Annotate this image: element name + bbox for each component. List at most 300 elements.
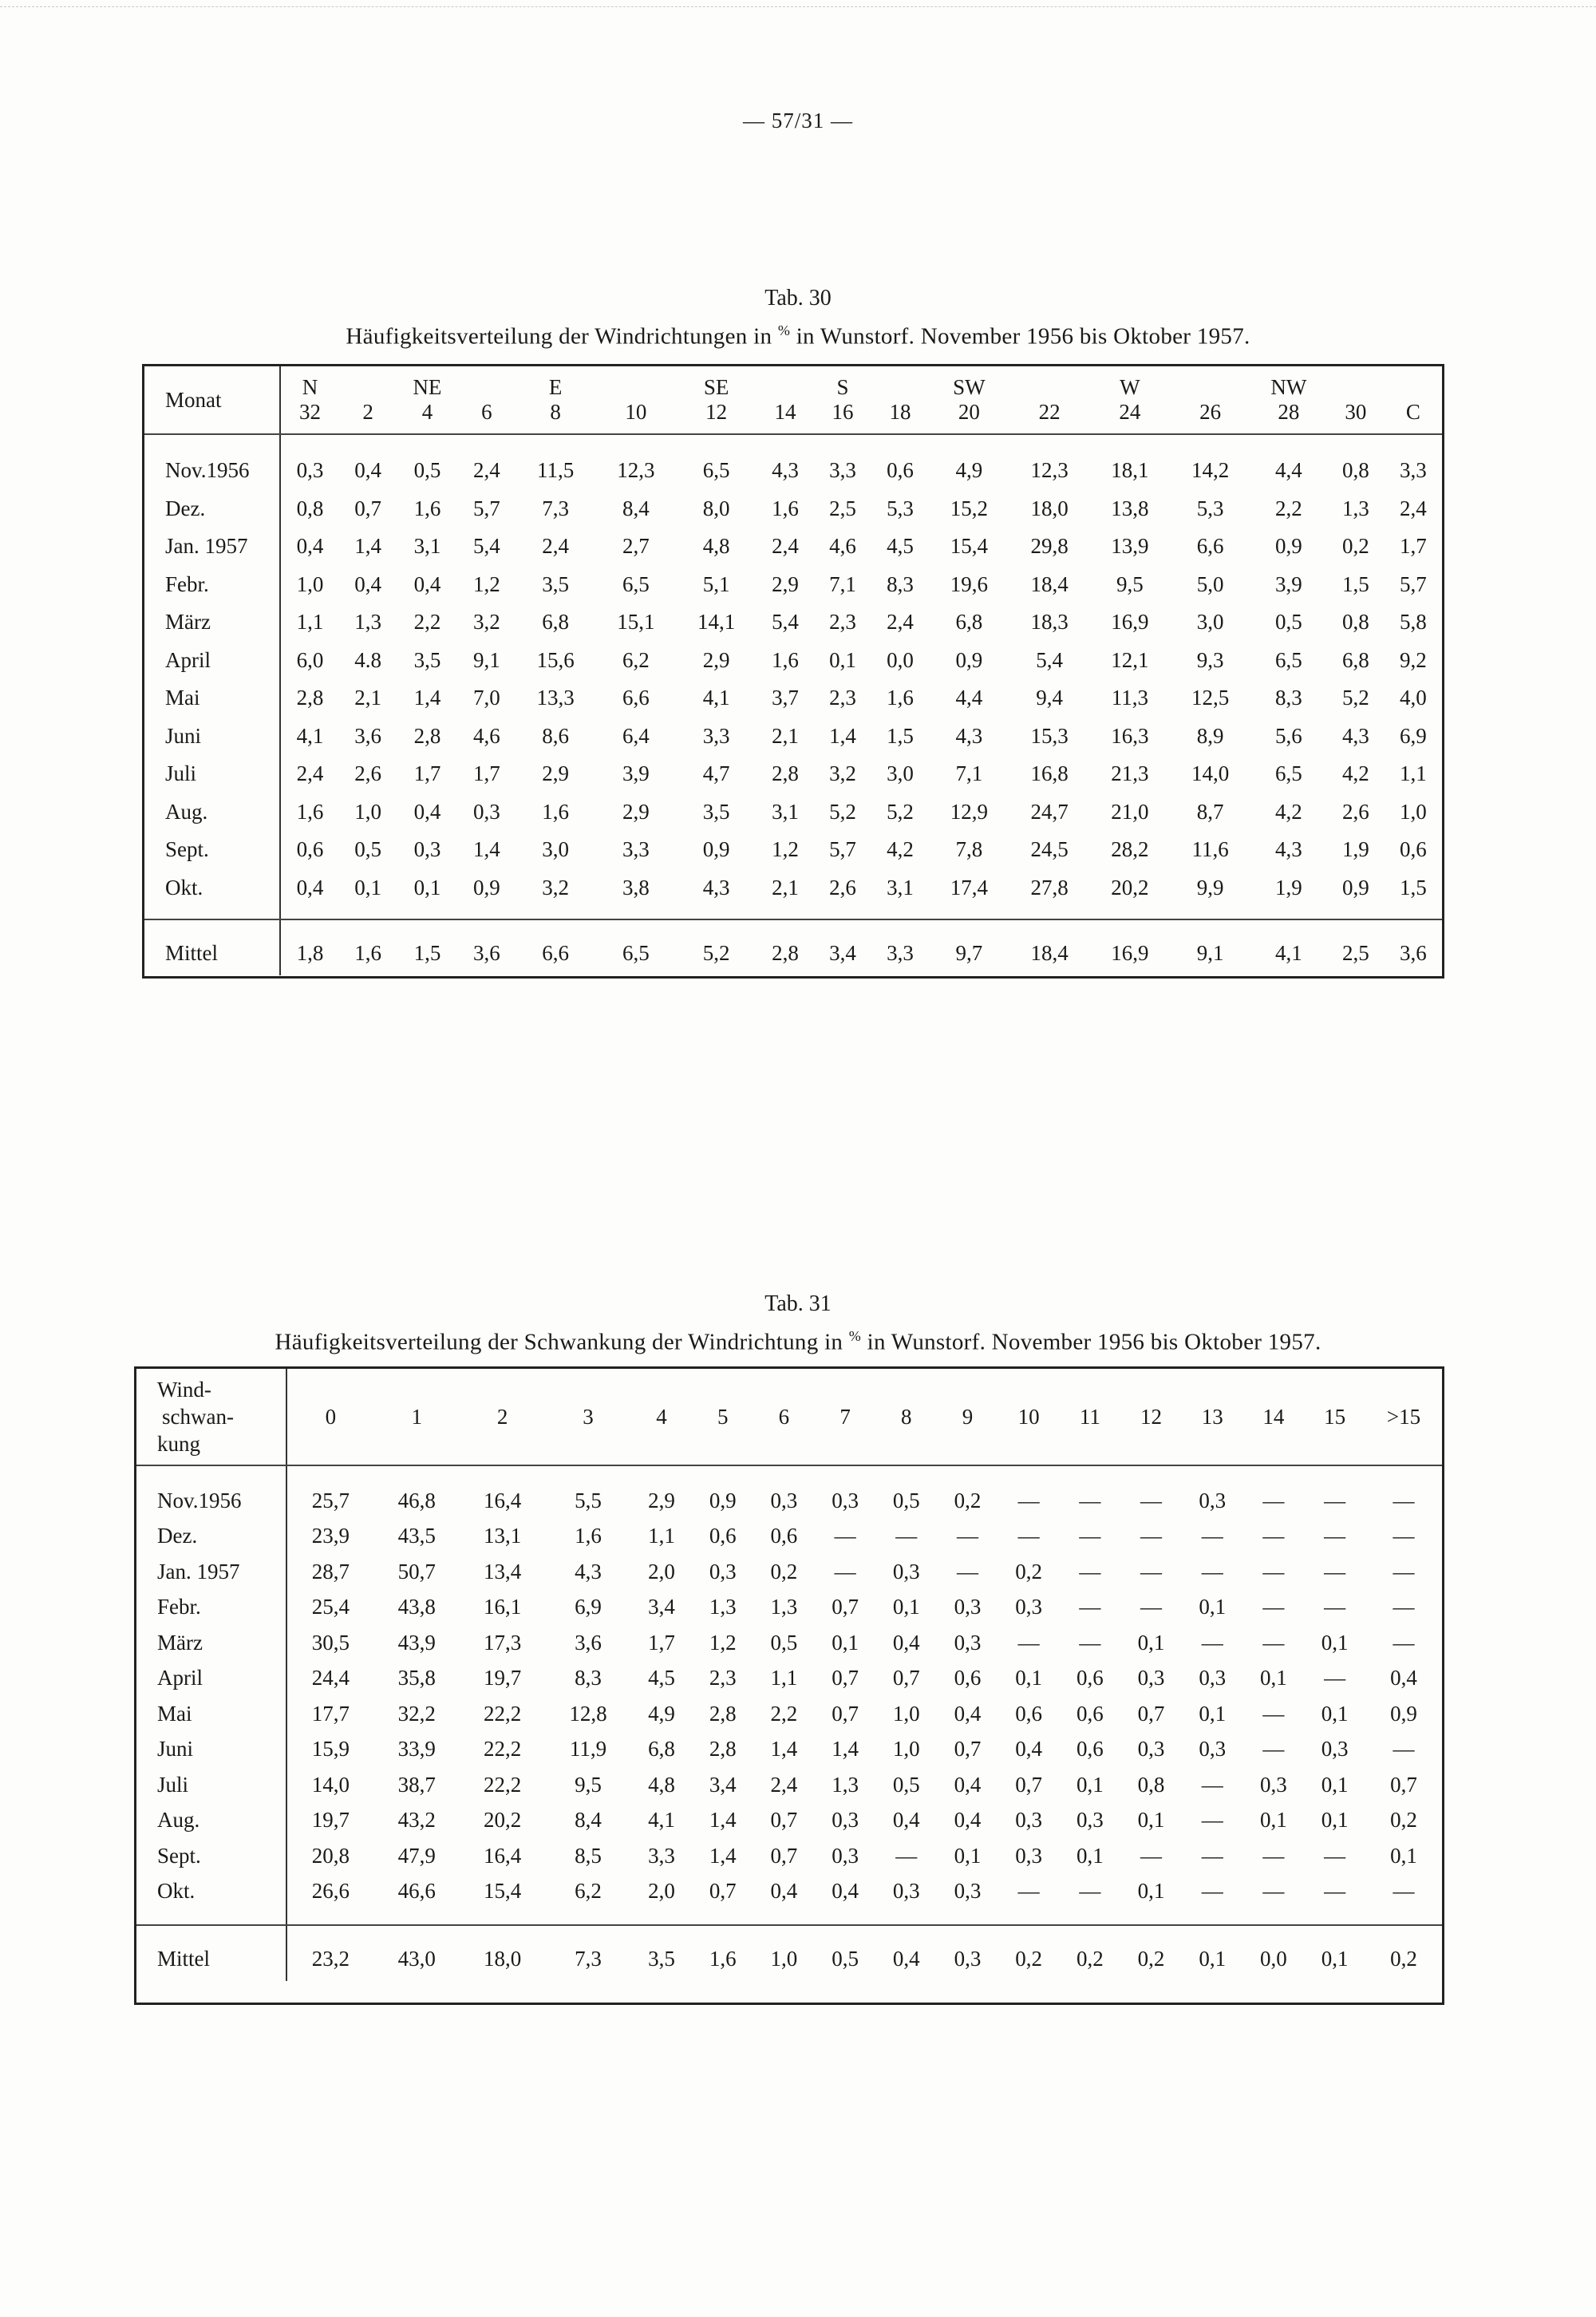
tab31-column-header: 3 <box>583 1404 594 1429</box>
tab30-cell: 13,9 <box>1111 534 1149 559</box>
tab31-mean-cell: 0,4 <box>892 1946 920 1971</box>
tab31-cell: — <box>1324 1595 1346 1619</box>
tab30-cell: 1,0 <box>1400 799 1427 824</box>
tab30-cell: 2,5 <box>829 496 856 520</box>
tab31-mean-cell: 1,0 <box>770 1946 798 1971</box>
tab30-cell: 3,1 <box>887 875 914 900</box>
tab31-cell: 0,3 <box>1015 1843 1043 1868</box>
tab30-cell: 4,6 <box>829 534 856 559</box>
tab30-cell: 0,4 <box>413 571 441 596</box>
tab31-cell: — <box>1393 1524 1415 1548</box>
tab31-cell: 20,2 <box>484 1808 522 1833</box>
tab31-cell: 0,1 <box>1137 1630 1165 1655</box>
tab30-cell: 4,4 <box>955 686 983 710</box>
spacer-cell <box>136 1465 286 1483</box>
tab30-direction-label: E <box>548 375 563 399</box>
tab31-cell: 3,6 <box>575 1630 602 1655</box>
tab31-cell: 0,7 <box>832 1666 859 1690</box>
tab31-cell: — <box>895 1843 918 1868</box>
tab31-caption-start: Häufigkeitsverteilung der Schwankung der Windrichtung in <box>275 1329 849 1355</box>
tab31-cell: 3,3 <box>648 1843 675 1868</box>
tab30-cell: 12,3 <box>617 458 655 483</box>
tab31-cell: — <box>1140 1524 1163 1548</box>
tab30-cell: 18,4 <box>1030 571 1069 596</box>
tab31-cell: — <box>1324 1666 1346 1690</box>
tab30-mean-cell: 18,4 <box>1030 940 1069 965</box>
tab31-data-row <box>136 1874 1442 1910</box>
tab30-direction-label: S <box>836 375 849 399</box>
tab30-direction-label <box>1170 366 1250 400</box>
tab31-cell: 0,4 <box>954 1701 982 1726</box>
tab31-cell: — <box>1262 1524 1285 1548</box>
tab31-month-label: Okt. <box>136 1874 286 1910</box>
tab30-cell: 1,7 <box>1400 534 1427 559</box>
spacer-row <box>136 1465 1442 1483</box>
tab31-column-header: >15 <box>1386 1404 1421 1429</box>
tab31-cell: 0,5 <box>892 1772 920 1797</box>
tab30-cell: 18,0 <box>1030 496 1069 520</box>
tab30-cell: 1,6 <box>413 496 441 520</box>
tab30-cell: 3,5 <box>542 571 570 596</box>
tab31-cell: 16,4 <box>484 1488 522 1512</box>
tab31-cell: 0,5 <box>892 1488 920 1512</box>
tab31-column-header: 13 <box>1201 1404 1223 1429</box>
tab31-cell: 43,2 <box>397 1808 436 1833</box>
tab31-cell: 0,1 <box>1076 1772 1104 1797</box>
tab31-cell: 2,8 <box>709 1701 737 1726</box>
tab30-cell: 4,4 <box>1275 458 1302 483</box>
tab30-cell: 5,6 <box>1275 723 1302 748</box>
tab30-cell: 0,3 <box>413 837 441 862</box>
tab31-month-label: Juni <box>136 1732 286 1768</box>
tab31-cell: 0,1 <box>1321 1808 1349 1833</box>
tab31-label: Tab. 31 <box>764 1291 832 1316</box>
tab30-cell: 11,3 <box>1111 686 1148 710</box>
tab30-cell: 8,3 <box>1275 686 1302 710</box>
tab30-cell: 1,0 <box>296 571 324 596</box>
tab30-cell: 0,7 <box>354 496 381 520</box>
tab31-cell: 15,9 <box>311 1737 350 1761</box>
tab30-cell: 4,2 <box>1275 799 1302 824</box>
tab30-cell: 0,4 <box>296 534 324 559</box>
tab30-cell: 0,5 <box>354 837 381 862</box>
tab31-column-header: 4 <box>656 1404 667 1429</box>
tab30-cell: 5,1 <box>702 571 730 596</box>
tab30-cell: 5,2 <box>829 799 856 824</box>
tab31-cell: — <box>1201 1559 1223 1584</box>
spacer-cell <box>280 919 1442 931</box>
tab30-cell: 5,8 <box>1400 610 1427 635</box>
tab31-row-header-line: kung <box>157 1432 200 1456</box>
tab30-cell: 15,4 <box>950 534 988 559</box>
tab31-row-header-line: Wind- <box>157 1378 211 1402</box>
tab30-cell: 4,3 <box>955 723 983 748</box>
tab30-cell: 4,3 <box>702 875 730 900</box>
spacer-cell <box>286 1925 1442 1936</box>
tab30-cell: 6,8 <box>1341 647 1369 672</box>
tab30-column-header: 14 <box>774 400 796 424</box>
tab31-cell: 33,9 <box>397 1737 436 1761</box>
tab31-column-header: 8 <box>901 1404 912 1429</box>
tab31-cell: 30,5 <box>311 1630 350 1655</box>
tab31-cell: — <box>1262 1488 1285 1512</box>
tab30-cell: 0,4 <box>354 458 381 483</box>
tab30-cell: 8,0 <box>702 496 730 520</box>
tab30-cell: 2,4 <box>1400 496 1427 520</box>
tab31-cell: 0,1 <box>1199 1595 1227 1619</box>
tab31-cell: 0,2 <box>770 1559 798 1584</box>
tab31-cell: — <box>1140 1488 1163 1512</box>
tab30-cell: 11,6 <box>1191 837 1229 862</box>
tab30-cell: 0,1 <box>413 875 441 900</box>
tab30-cell: 15,1 <box>617 610 655 635</box>
tab30-column-header: 20 <box>958 400 980 424</box>
tab30-cell: 2,1 <box>772 875 799 900</box>
tab30-cell: 1,7 <box>413 761 441 786</box>
tab31-cell: 0,3 <box>954 1630 982 1655</box>
tab31-cell: 1,2 <box>709 1630 737 1655</box>
tab30-caption <box>0 322 1596 350</box>
tab31-cell: — <box>1079 1488 1101 1512</box>
tab31-month-label: Aug. <box>136 1803 286 1839</box>
tab31-cell: 0,3 <box>1137 1666 1165 1690</box>
tab30-mean-cell: 3,4 <box>829 940 856 965</box>
tab31-cell: 8,4 <box>575 1808 602 1833</box>
tab31-cell: — <box>1201 1808 1223 1833</box>
tab30-cell: 18,1 <box>1111 458 1149 483</box>
tab31-mean-cell: 0,5 <box>832 1946 859 1971</box>
tab30-column-header: 12 <box>705 400 728 424</box>
tab30-cell: 2,3 <box>829 686 856 710</box>
tab30-cell: 9,5 <box>1116 571 1144 596</box>
tab31-mean-cell: 0,2 <box>1015 1946 1043 1971</box>
tab31-cell: 0,4 <box>1390 1666 1417 1690</box>
tab31-cell: 0,3 <box>1260 1772 1287 1797</box>
tab31-month-label: April <box>136 1661 286 1697</box>
tab31-cell: 22,2 <box>484 1701 522 1726</box>
tab31-cell: 14,0 <box>311 1772 350 1797</box>
tab31-data-row <box>136 1554 1442 1590</box>
tab31-cell: 0,7 <box>832 1595 859 1619</box>
tab30-cell: 3,2 <box>829 761 856 786</box>
tab30-cell: 3,3 <box>702 723 730 748</box>
tab31-data-row <box>136 1732 1442 1768</box>
tab31-data-row <box>136 1838 1442 1874</box>
tab31-cell: 1,4 <box>770 1737 798 1761</box>
tab31-cell: — <box>1324 1524 1346 1548</box>
tab31-column-header: 5 <box>717 1404 729 1429</box>
tab31-cell: — <box>1079 1630 1101 1655</box>
tab31-cell: 4,8 <box>648 1772 675 1797</box>
tab31-cell: 43,5 <box>397 1524 436 1548</box>
tab30-mean-cell: 9,1 <box>1196 940 1224 965</box>
tab30-data-row <box>144 793 1442 832</box>
tab30-month-label: April <box>144 642 280 680</box>
tab31-cell: 0,3 <box>892 1879 920 1904</box>
tab30-month-label: Sept. <box>144 831 280 869</box>
scan-edge-line <box>0 6 1596 7</box>
tab31-cell: — <box>1017 1630 1040 1655</box>
tab30-cell: 7,0 <box>472 686 500 710</box>
tab31-cell: 8,5 <box>575 1843 602 1868</box>
tab31-cell: 0,3 <box>1199 1666 1227 1690</box>
tab30-month-label: Nov.1956 <box>144 452 280 490</box>
tab31-cell: — <box>1079 1524 1101 1548</box>
tab30-direction-label <box>458 366 516 400</box>
tab31-cell: 2,0 <box>648 1879 675 1904</box>
tab30-cell: 4,3 <box>1275 837 1302 862</box>
tab30-cell: 4,3 <box>772 458 799 483</box>
tab30-cell: 1,4 <box>413 686 441 710</box>
tab31-cell: 0,6 <box>709 1524 737 1548</box>
tab30-cell: 3,0 <box>1196 610 1224 635</box>
tab31-cell: 0,4 <box>954 1772 982 1797</box>
tab31-cell: 0,3 <box>892 1559 920 1584</box>
tab30-cell: 6,6 <box>1196 534 1224 559</box>
tab31-mean-cell: 43,0 <box>397 1946 436 1971</box>
tab31-cell: 38,7 <box>397 1772 436 1797</box>
tab31-month-label: Mai <box>136 1696 286 1732</box>
tab31-cell: — <box>956 1524 978 1548</box>
tab31-cell: 6,9 <box>575 1595 602 1619</box>
tab30-mean-cell: 2,8 <box>772 940 799 965</box>
tab30-cell: 2,8 <box>296 686 324 710</box>
tab31-cell: 1,1 <box>770 1666 798 1690</box>
tab30-cell: 6,0 <box>296 647 324 672</box>
tab31-cell: 0,1 <box>1260 1808 1287 1833</box>
tab30-cell: 12,5 <box>1191 686 1230 710</box>
tab30-cell: 2,4 <box>296 761 324 786</box>
tab30-cell: 1,9 <box>1275 875 1302 900</box>
tab31-cell: 6,8 <box>648 1737 675 1761</box>
spacer-cell <box>280 907 1442 919</box>
tab31-cell: 0,4 <box>832 1879 859 1904</box>
tab31-cell: — <box>1324 1559 1346 1584</box>
spacer-cell <box>144 434 280 452</box>
tab31-cell: 0,3 <box>1199 1737 1227 1761</box>
tab31-cell: — <box>1140 1559 1163 1584</box>
tab30-cell: 1,4 <box>354 534 381 559</box>
tab31-caption-percent: % <box>848 1328 862 1344</box>
tab31-cell: 9,5 <box>575 1772 602 1797</box>
tab30-direction-label <box>757 366 814 400</box>
tab30-cell: 1,6 <box>542 799 570 824</box>
tab31-column-header: 2 <box>496 1404 508 1429</box>
tab31-cell: 1,7 <box>648 1630 675 1655</box>
tab30-cell: 3,0 <box>887 761 914 786</box>
tab31-cell: 5,5 <box>575 1488 602 1512</box>
spacer-cell <box>136 1925 286 1936</box>
tab30-cell: 21,0 <box>1111 799 1149 824</box>
tab30-cell: 14,1 <box>697 610 736 635</box>
tab30-cell: 1,7 <box>472 761 500 786</box>
tab31-cell: 13,4 <box>484 1559 522 1584</box>
tab31-cell: 1,3 <box>770 1595 798 1619</box>
spacer-cell <box>144 919 280 931</box>
tab31-mean-cell: 23,2 <box>311 1946 350 1971</box>
tab31-month-label: Jan. 1957 <box>136 1554 286 1590</box>
tab31-cell: — <box>1324 1879 1346 1904</box>
tab30-direction-label: NE <box>413 375 442 399</box>
tab30-cell: 21,3 <box>1111 761 1149 786</box>
tab31-cell: 0,6 <box>954 1666 982 1690</box>
tab30-column-header: 32 <box>299 400 322 424</box>
tab31-cell: 0,7 <box>1390 1772 1417 1797</box>
tab31-cell: 2,9 <box>648 1488 675 1512</box>
tab31-mean-cell: 0,1 <box>1321 1946 1349 1971</box>
tab30-cell: 1,6 <box>772 496 799 520</box>
tab30-cell: 17,4 <box>950 875 988 900</box>
tab31-cell: 0,4 <box>1015 1737 1043 1761</box>
tab31-cell: 0,1 <box>1321 1701 1349 1726</box>
tab30-cell: 2,4 <box>542 534 570 559</box>
tab30-cell: 7,3 <box>542 496 570 520</box>
tab31-column-header: 7 <box>839 1404 851 1429</box>
tab30-direction-label: N <box>302 375 318 399</box>
tab31-cell: 1,1 <box>648 1524 675 1548</box>
tab31-month-label: Febr. <box>136 1590 286 1626</box>
tab31-cell: — <box>1262 1879 1285 1904</box>
tab30-cell: 4.8 <box>354 647 381 672</box>
tab31-column-header: 12 <box>1140 1404 1163 1429</box>
tab31-cell: 0,7 <box>1137 1701 1165 1726</box>
tab30-column-header: 28 <box>1278 400 1300 424</box>
tab31-cell: — <box>1262 1559 1285 1584</box>
spacer-row <box>136 1925 1442 1936</box>
tab30-column-header: 2 <box>362 400 373 424</box>
tab31-cell: 3,4 <box>709 1772 737 1797</box>
tab31-cell: — <box>834 1559 856 1584</box>
tab31-cell: 2,2 <box>770 1701 798 1726</box>
tab30-cell: 6,5 <box>1275 761 1302 786</box>
tab30-cell: 6,8 <box>955 610 983 635</box>
tab30-cell: 2,2 <box>413 610 441 635</box>
tab31-cell: 26,6 <box>311 1879 350 1904</box>
tab30-cell: 3,2 <box>542 875 570 900</box>
tab30-direction-label <box>596 366 677 400</box>
tab30-cell: 5,4 <box>472 534 500 559</box>
tab30-mean-row <box>144 931 1442 975</box>
tab30-month-label: Mai <box>144 679 280 718</box>
tab31-cell: — <box>1017 1879 1040 1904</box>
tab30-cell: 0,8 <box>1341 458 1369 483</box>
tab30-data-row <box>144 452 1442 490</box>
tab31-mean-row <box>136 1936 1442 1981</box>
tab30-cell: 0,9 <box>1341 875 1369 900</box>
tab30-cell: 0,8 <box>296 496 324 520</box>
tab30-cell: 2,9 <box>702 647 730 672</box>
tab31-cell: 22,2 <box>484 1772 522 1797</box>
tab30-direction-label: NW <box>1270 375 1307 399</box>
tab31-mean-cell: 0,2 <box>1137 1946 1165 1971</box>
tab31-cell: 0,7 <box>892 1666 920 1690</box>
tab30-cell: 5,4 <box>772 610 799 635</box>
tab30-cell: 20,2 <box>1111 875 1149 900</box>
tab30-cell: 1,9 <box>1341 837 1369 862</box>
tab30-cell: 1,1 <box>1400 761 1427 786</box>
tab30-cell: 9,1 <box>472 647 500 672</box>
tab31-cell: 0,6 <box>1076 1737 1104 1761</box>
tab31-cell: 0,3 <box>770 1488 798 1512</box>
spacer-row <box>144 919 1442 931</box>
tab30-cell: 1,3 <box>354 610 381 635</box>
tab30-cell: 0,2 <box>1341 534 1369 559</box>
tab31-cell: 0,1 <box>1076 1843 1104 1868</box>
tab31-cell: — <box>834 1524 856 1548</box>
tab30-cell: 13,8 <box>1111 496 1149 520</box>
tab30-data-row <box>144 718 1442 756</box>
page-number: — 57/31 — <box>742 109 853 132</box>
tab31-mean-cell: 7,3 <box>575 1946 602 1971</box>
tab31-cell: 0,3 <box>709 1559 737 1584</box>
tab30-cell: 6,5 <box>622 571 650 596</box>
tab31-cell: 1,4 <box>709 1808 737 1833</box>
tab30-column-header: 26 <box>1199 400 1222 424</box>
tab31-cell: 17,3 <box>484 1630 522 1655</box>
tab31-cell: 2,3 <box>709 1666 737 1690</box>
tab30-cell: 28,2 <box>1111 837 1149 862</box>
tab31-table <box>134 1366 1444 2005</box>
tab30-cell: 2,2 <box>1275 496 1302 520</box>
tab31-data-row <box>136 1590 1442 1626</box>
tab31-cell: 8,3 <box>575 1666 602 1690</box>
tab31-cell: 4,5 <box>648 1666 675 1690</box>
tab30-header-degrees <box>144 400 1442 433</box>
tab30-cell: 7,8 <box>955 837 983 862</box>
tab30-cell: 5,7 <box>472 496 500 520</box>
tab31-data-row <box>136 1767 1442 1803</box>
tab30-mean-cell: 3,3 <box>887 940 914 965</box>
tab31-cell: 0,4 <box>770 1879 798 1904</box>
tab30-cell: 2,7 <box>622 534 650 559</box>
tab31-cell: 0,7 <box>770 1808 798 1833</box>
tab31-cell: 0,6 <box>1015 1701 1043 1726</box>
tab31-cell: 43,8 <box>397 1595 436 1619</box>
tab30-cell: 3,5 <box>413 647 441 672</box>
tab30-mean-cell: 3,6 <box>1400 940 1427 965</box>
tab31-cell: 0,7 <box>709 1879 737 1904</box>
tab30-cell: 4,7 <box>702 761 730 786</box>
tab30-cell: 3,3 <box>829 458 856 483</box>
tab30-cell: 3,2 <box>472 610 500 635</box>
tab30-cell: 6,4 <box>622 723 650 748</box>
tab31-column-header: 10 <box>1017 1404 1040 1429</box>
tab30-cell: 5,4 <box>1036 647 1063 672</box>
tab30-cell: 0,9 <box>702 837 730 862</box>
tab30-cell: 0,6 <box>887 458 914 483</box>
tab30-cell: 14,2 <box>1191 458 1230 483</box>
tab30-column-header: 10 <box>625 400 647 424</box>
tab30-direction-label: W <box>1120 375 1140 399</box>
tab31-column-header: 11 <box>1079 1404 1100 1429</box>
tab31-cell: 20,8 <box>311 1843 350 1868</box>
tab30-cell: 1,5 <box>1400 875 1427 900</box>
tab30-cell: 0,3 <box>296 458 324 483</box>
tab31-cell: — <box>1140 1595 1163 1619</box>
tab30-cell: 29,8 <box>1030 534 1069 559</box>
tab30-cell: 15,2 <box>950 496 988 520</box>
tab30-cell: 12,9 <box>950 799 988 824</box>
tab30-cell: 4,0 <box>1400 686 1427 710</box>
tab30-cell: 13,3 <box>536 686 575 710</box>
tab30-cell: 2,8 <box>772 761 799 786</box>
tab30-cell: 3,3 <box>622 837 650 862</box>
tab30-cell: 2,4 <box>887 610 914 635</box>
tab30-mean-cell: 3,6 <box>472 940 500 965</box>
tab30-caption-percent: % <box>777 322 791 338</box>
tab31-header-row <box>136 1369 1442 1465</box>
tab31-cell: 6,2 <box>575 1879 602 1904</box>
